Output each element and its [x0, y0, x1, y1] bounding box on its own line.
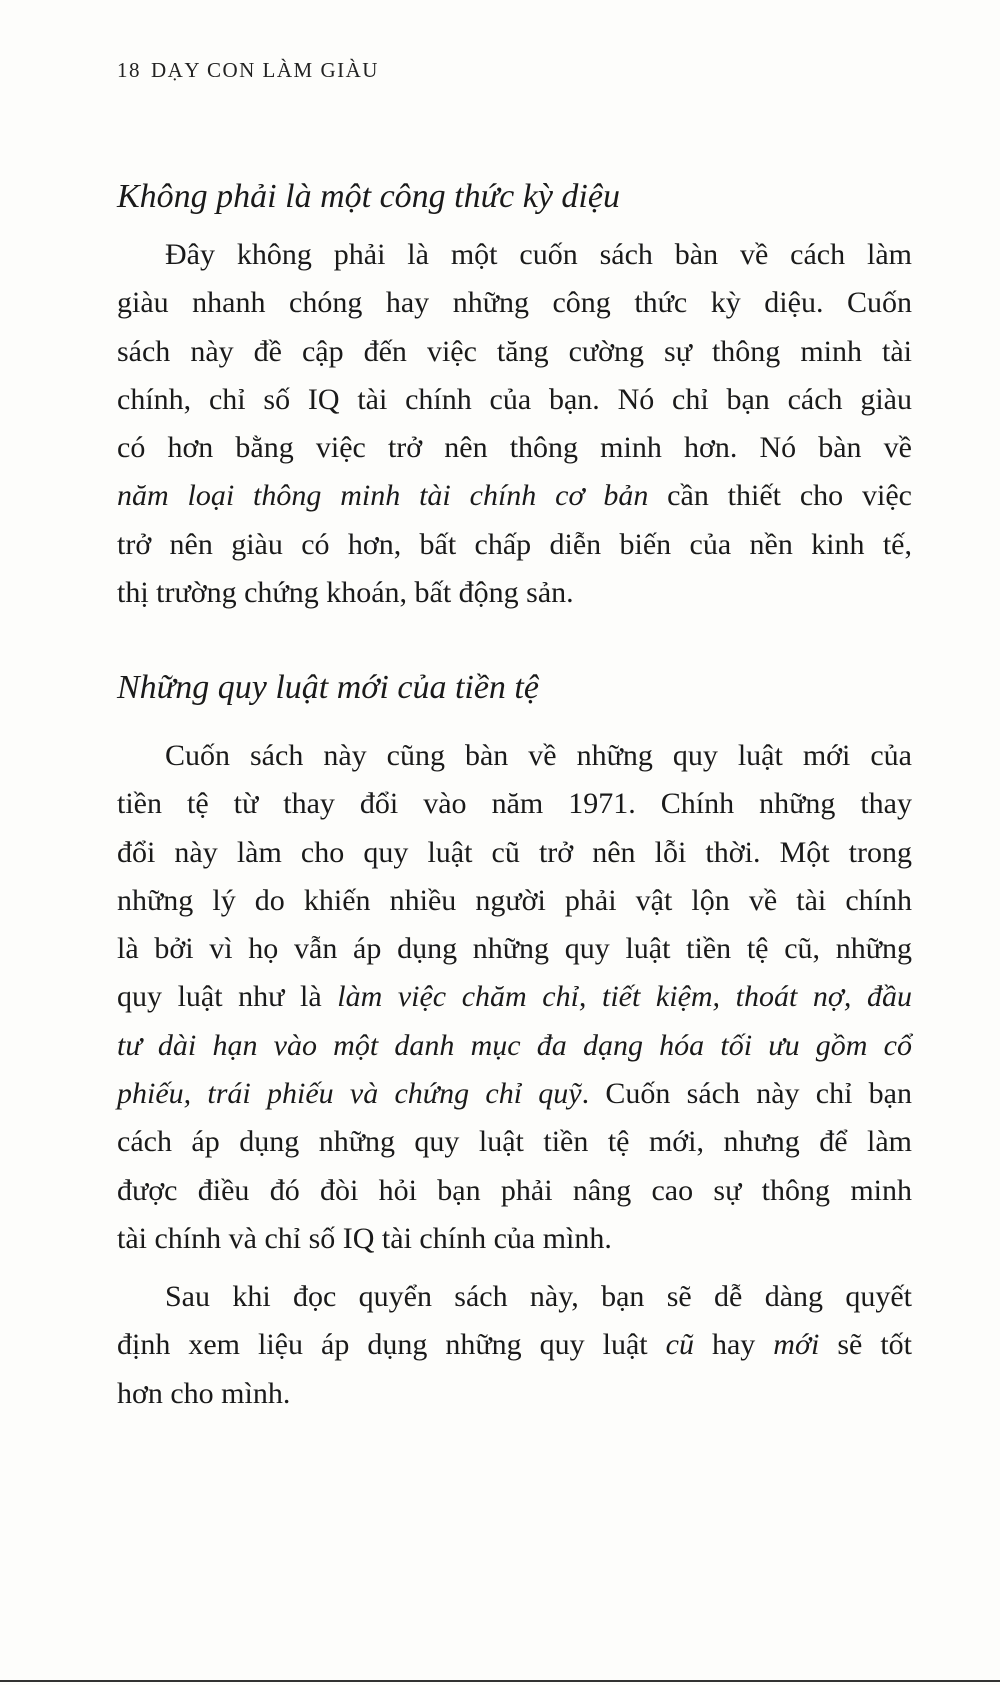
text-line	[117, 925, 912, 973]
text-line	[117, 328, 912, 376]
text: có hơn bằng việc trở nên thông minh hơn. Nó bàn về	[117, 431, 912, 465]
italic-text: làm việc chăm chỉ, tiết kiệm, thoát nợ, đầu	[337, 980, 912, 1014]
text: trở nên giàu có hơn, bất chấp diễn biến của nền kinh tế,	[117, 527, 912, 561]
text: Cuốn sách này cũng bàn về những quy luật mới của	[165, 739, 912, 772]
text-line	[117, 1215, 912, 1263]
text-line	[117, 279, 912, 327]
text-line	[117, 877, 912, 925]
text-line	[117, 732, 912, 780]
text: hay	[693, 1328, 774, 1362]
page-number: 18	[117, 58, 141, 82]
book-title: DẠY CON LÀM GIÀU	[151, 58, 379, 82]
text-line	[117, 376, 912, 424]
text-line	[117, 1370, 912, 1418]
text-line	[117, 1273, 912, 1321]
text-line	[117, 424, 912, 472]
text-line	[117, 472, 912, 520]
text-line	[117, 1167, 912, 1215]
text: sẽ tốt	[819, 1328, 912, 1362]
text-line	[117, 231, 912, 279]
italic-text: phiếu, trái phiếu và chứng chỉ quỹ	[117, 1077, 582, 1111]
paragraph	[117, 1273, 912, 1418]
text: những lý do khiến nhiều người phải vật lộn về tài chính	[117, 883, 912, 917]
text: tài chính và chỉ số IQ tài chính của mình.	[117, 1221, 612, 1255]
text-line	[117, 1321, 912, 1369]
paragraph	[117, 732, 912, 1263]
text: tiền tệ từ thay đổi vào năm 1971. Chính những thay	[117, 787, 912, 821]
text: . Cuốn sách này chỉ bạn	[581, 1077, 912, 1111]
text: thị trường chứng khoán, bất động sản.	[117, 576, 574, 610]
italic-text: tư dài hạn vào một danh mục đa dạng hóa tối ưu gồm cổ	[117, 1028, 912, 1062]
section-heading: Những quy luật mới của tiền tệ	[117, 669, 539, 706]
text: được điều đó đòi hỏi bạn phải nâng cao sự thông minh	[117, 1173, 912, 1207]
italic-text: mới	[773, 1328, 820, 1362]
text: định xem liệu áp dụng những quy luật	[117, 1328, 666, 1362]
text: giàu nhanh chóng hay những công thức kỳ diệu. Cuốn	[117, 286, 912, 320]
text: sách này đề cập đến việc tăng cường sự thông minh tài	[117, 334, 912, 368]
text: hơn cho mình.	[117, 1376, 291, 1410]
text: cách áp dụng những quy luật tiền tệ mới, nhưng để làm	[117, 1125, 912, 1159]
text-line	[117, 569, 912, 617]
text: Đây không phải là một cuốn sách bàn về cách làm	[165, 238, 912, 271]
text-line	[117, 829, 912, 877]
text-line	[117, 1118, 912, 1166]
text-line	[117, 521, 912, 569]
section-heading: Không phải là một công thức kỳ diệu	[117, 178, 620, 215]
text-line	[117, 1022, 912, 1070]
text: quy luật như là	[117, 980, 338, 1014]
text: Sau khi đọc quyển sách này, bạn sẽ dễ dàng quyết	[165, 1280, 912, 1313]
text-line	[117, 780, 912, 828]
text-line	[117, 1070, 912, 1118]
italic-text: năm loại thông minh tài chính cơ bản	[117, 479, 649, 513]
paragraph	[117, 231, 912, 617]
text: cần thiết cho việc	[648, 479, 912, 513]
text: là bởi vì họ vẫn áp dụng những quy luật tiền tệ cũ, những	[117, 932, 912, 966]
scan-edge-line	[0, 1680, 1000, 1682]
text: đổi này làm cho quy luật cũ trở nên lỗi thời. Một trong	[117, 835, 912, 869]
italic-text: cũ	[665, 1328, 694, 1362]
text-line	[117, 973, 912, 1021]
text: chính, chỉ số IQ tài chính của bạn. Nó chỉ bạn cách giàu	[117, 382, 912, 416]
running-header	[117, 58, 379, 83]
